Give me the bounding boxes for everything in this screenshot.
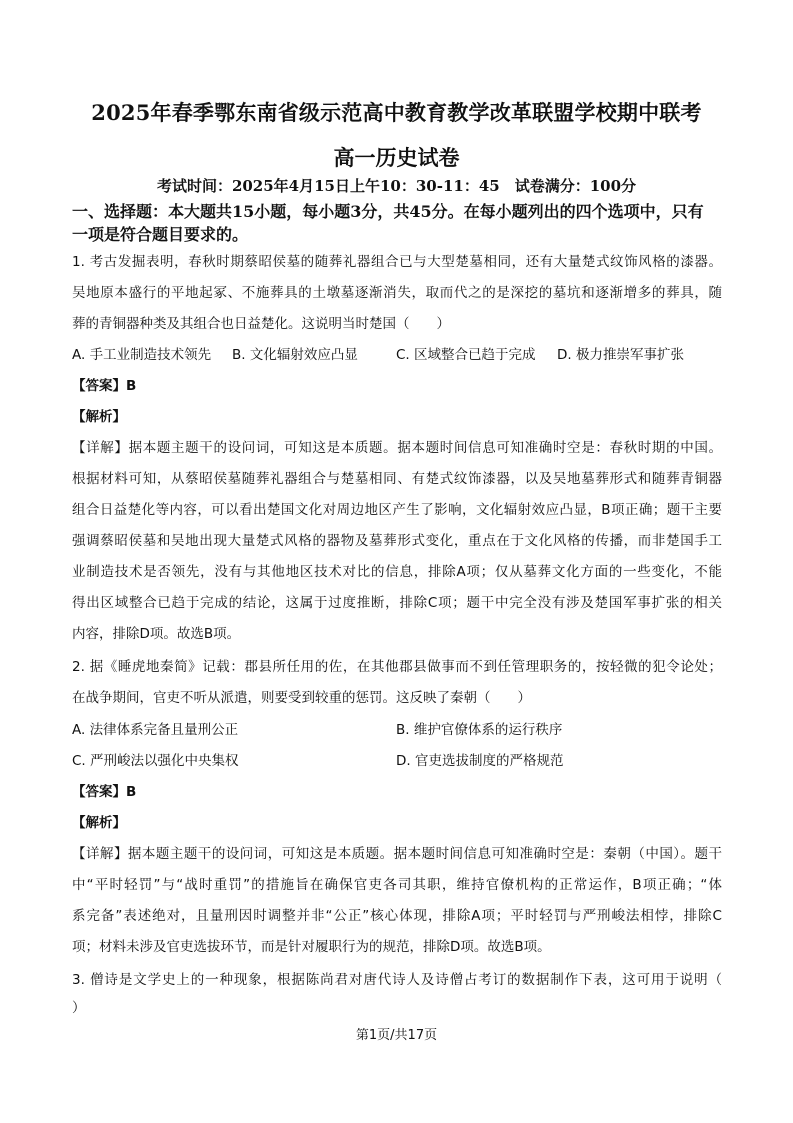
page-number: 第1页/共17页 bbox=[355, 1028, 438, 1043]
q2-option-c: C. 严刑峻法以强化中央集权 bbox=[72, 753, 239, 769]
q2-answer: 【答案】B bbox=[72, 784, 137, 800]
q2-stem-line-2: 在战争期间，官吏不听从派遣，则要受到较重的惩罚。这反映了秦朝（ ） bbox=[72, 690, 531, 706]
q1-detail-line-7: 内容，排除D项。故选B项。 bbox=[72, 626, 241, 642]
q1-option-b: B. 文化辐射效应凸显 bbox=[232, 347, 358, 363]
q1-option-c: C. 区域整合已趋于完成 bbox=[396, 347, 536, 363]
q1-stem-line-2: 吴地原本盛行的平地起冢、不施葬具的土墩墓逐渐消失，取而代之的是深挖的墓坑和逐渐增多的葬具，随 bbox=[72, 285, 722, 301]
q1-analysis-label: 【解析】 bbox=[72, 409, 126, 425]
q1-option-d: D. 极力推崇军事扩张 bbox=[557, 347, 684, 363]
q1-detail-line-2: 根据材料可知，从蔡昭侯墓随葬礼器组合与楚墓相同、有楚式纹饰漆器，以及吴地墓葬形式和随葬青铜器 bbox=[72, 471, 722, 487]
q2-detail-line-4: 项；材料未涉及官吏选拔环节，而是针对履职行为的规范，排除D项。故选B项。 bbox=[72, 939, 551, 955]
q3-stem-line-1: 3. 僧诗是文学史上的一种现象，根据陈尚君对唐代诗人及诗僧占考订的数据制作下表，这可用于说明（ bbox=[72, 972, 722, 988]
q2-detail-line-1: 【详解】据本题主题干的设问词，可知这是本质题。据本题时间信息可知准确时空是：秦朝（中国）。题干 bbox=[72, 846, 722, 862]
q1-answer: 【答案】B bbox=[72, 378, 137, 394]
exam-title: 2025年春季鄂东南省级示范高中教育教学改革联盟学校期中联考 bbox=[91, 100, 702, 125]
section-heading-line-1: 一、选择题：本大题共15小题，每小题3分，共45分。在每小题列出的四个选项中，只有 bbox=[72, 202, 704, 221]
q2-detail-line-2: 中“平时轻罚”与“战时重罚”的措施旨在确保官吏各司其职，维持官僚机构的正常运作，B项正确；“体 bbox=[72, 877, 722, 893]
q1-stem-line-1: 1. 考古发掘表明，春秋时期蔡昭侯墓的随葬礼器组合已与大型楚墓相同，还有大量楚式纹饰风格的漆器。 bbox=[72, 254, 722, 270]
exam-subtitle: 高一历史试卷 bbox=[333, 145, 460, 170]
q1-detail-line-4: 强调蔡昭侯墓和吴地出现大量楚式风格的器物及墓葬形式变化，重点在于文化风格的传播，而非楚国手工 bbox=[72, 533, 722, 549]
q3-stem-line-2: ） bbox=[72, 1000, 86, 1016]
q1-detail-line-1: 【详解】据本题主题干的设问词，可知这是本质题。据本题时间信息可知准确时空是：春秋时期的中国。 bbox=[72, 440, 722, 456]
section-heading-line-2: 一项是符合题目要求的。 bbox=[72, 225, 249, 244]
q2-stem-line-1: 2. 据《睡虎地秦简》记载：郡县所任用的佐，在其他郡县做事而不到任管理职务的，按轻微的犯令论处； bbox=[72, 659, 722, 675]
q2-detail-line-3: 系完备”表述绝对，且量刑因时调整并非“公正”核心体现，排除A项；平时轻罚与严刑峻法相悖，排除C bbox=[72, 908, 722, 924]
q2-analysis-label: 【解析】 bbox=[72, 815, 126, 831]
q2-option-d: D. 官吏选拔制度的严格规范 bbox=[396, 753, 564, 769]
exam-meta: 考试时间：2025年4月15日上午10：30-11：45 试卷满分：100分 bbox=[156, 177, 637, 195]
q2-option-a: A. 法律体系完备且量刑公正 bbox=[72, 722, 239, 738]
q1-detail-line-3: 组合日益楚化等内容，可以看出楚国文化对周边地区产生了影响，文化辐射效应凸显，B项正确；题干主要 bbox=[72, 502, 722, 518]
q2-option-b: B. 维护官僚体系的运行秩序 bbox=[396, 722, 563, 738]
q1-detail-line-5: 业制造技术是否领先，没有与其他地区技术对比的信息，排除A项；仅从墓葬文化方面的一些变化，不能 bbox=[72, 564, 722, 580]
q1-option-a: A. 手工业制造技术领先 bbox=[72, 347, 212, 363]
q1-stem-line-3: 葬的青铜器种类及其组合也日益楚化。这说明当时楚国（ ） bbox=[72, 316, 450, 332]
q1-detail-line-6: 得出区域整合已趋于完成的结论，这属于过度推断，排除C项；题干中完全没有涉及楚国军事扩张的相关 bbox=[72, 595, 722, 611]
